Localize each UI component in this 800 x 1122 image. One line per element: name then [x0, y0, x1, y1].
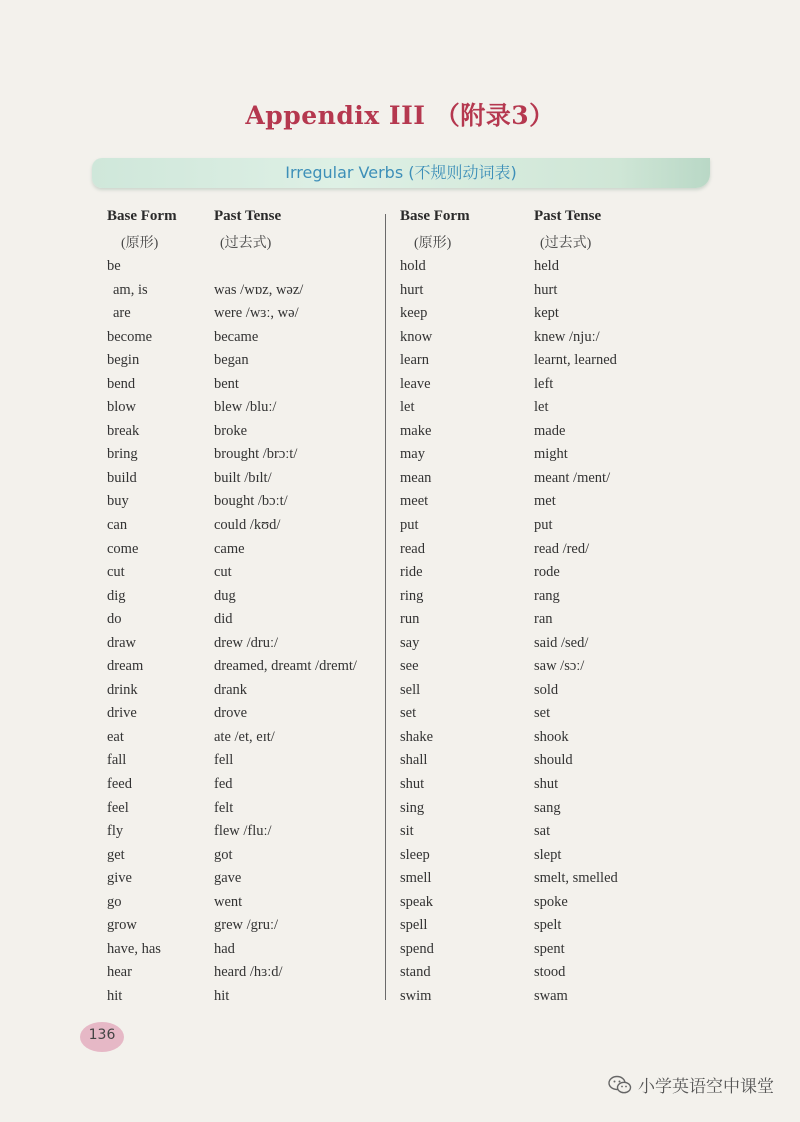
base-form-cell: get	[107, 846, 125, 863]
past-tense-cell: put	[534, 517, 553, 534]
past-tense-cell: began	[214, 352, 249, 369]
base-form-cell: stand	[400, 964, 431, 981]
wechat-icon	[608, 1075, 632, 1095]
verb-row	[107, 608, 375, 632]
base-form-cell: set	[400, 705, 417, 722]
base-form-cell: am, is	[113, 281, 148, 298]
base-form-cell: grow	[107, 917, 137, 934]
past-tense-cell: rang	[534, 587, 560, 604]
column-divider	[385, 214, 386, 1000]
past-tense-cell: grew /gruː/	[214, 917, 279, 934]
base-form-cell: sit	[400, 823, 414, 840]
base-form-cell: fly	[107, 823, 124, 840]
past-tense-cell: slept	[534, 846, 562, 863]
base-form-cell: leave	[400, 375, 431, 392]
past-tense-cell: broke	[214, 422, 248, 439]
past-tense-cell: knew /njuː/	[534, 328, 600, 345]
base-form-cell: hold	[400, 258, 426, 274]
base-form-cell: eat	[107, 728, 124, 745]
verb-row	[400, 326, 660, 350]
verb-row	[400, 914, 660, 938]
verb-row	[107, 467, 375, 491]
past-tense-cell: went	[214, 893, 243, 910]
verb-row	[400, 467, 660, 491]
base-form-cell: run	[400, 611, 420, 628]
base-form-cell: go	[107, 893, 122, 910]
base-form-cell: blow	[107, 399, 136, 416]
base-form-cell: may	[400, 446, 425, 463]
base-form-cell: sleep	[400, 846, 430, 863]
past-tense-cell: smelt, smelled	[534, 870, 618, 887]
base-form-cell: have, has	[107, 940, 161, 957]
verb-row	[400, 820, 660, 844]
past-tense-cell: gave	[214, 870, 242, 887]
past-tense-cell: drove	[214, 705, 248, 722]
base-form-cell: shake	[400, 728, 434, 745]
past-tense-cell: had	[214, 940, 235, 957]
verb-row	[107, 443, 375, 467]
past-tense-cell: said /sed/	[534, 634, 589, 651]
base-form-cell: do	[107, 611, 122, 628]
past-tense-cell: met	[534, 493, 556, 510]
base-form-cell: feel	[107, 799, 129, 816]
verb-row	[400, 679, 660, 703]
base-form-cell: sell	[400, 681, 421, 698]
verb-row	[400, 961, 660, 985]
past-tense-cell: might	[534, 446, 568, 463]
past-tense-cell: cut	[214, 564, 232, 581]
past-tense-cell: ate /et, eɪt/	[214, 728, 275, 745]
base-form-cell: spend	[400, 940, 434, 957]
past-tense-cell: ran	[534, 611, 553, 628]
verb-row	[400, 632, 660, 656]
past-tense-cell: could /kʊd/	[214, 517, 281, 534]
past-tense-cell: felt	[214, 799, 234, 816]
past-tense-cell: drew /druː/	[214, 634, 279, 651]
past-tense-cell: set	[534, 705, 551, 722]
page-title: Appendix III （附录3）	[245, 101, 555, 130]
verb-row	[400, 608, 660, 632]
base-form-cell: cut	[107, 564, 125, 581]
header-row	[400, 208, 660, 232]
past-tense-cell: rode	[534, 564, 560, 581]
verb-row	[107, 514, 375, 538]
verb-table-left	[107, 208, 375, 1009]
base-form-cell: fall	[107, 752, 127, 769]
past-tense-header-cn: (过去式)	[540, 236, 592, 251]
verb-row	[107, 961, 375, 985]
verb-row	[400, 538, 660, 562]
verb-row	[107, 749, 375, 773]
header-row-cn	[400, 232, 660, 255]
past-tense-cell: became	[214, 328, 259, 345]
past-tense-cell: dug	[214, 587, 236, 604]
verb-row	[107, 867, 375, 891]
base-form-cell: drive	[107, 705, 137, 722]
verb-row	[107, 561, 375, 585]
past-tense-header: Past Tense	[214, 208, 282, 224]
base-form-cell: ring	[400, 587, 424, 604]
base-form-cell: dream	[107, 658, 144, 675]
past-tense-cell: swam	[534, 987, 568, 1004]
verb-row	[107, 655, 375, 679]
base-form-cell: hear	[107, 964, 132, 981]
verb-row	[107, 632, 375, 656]
past-tense-header-cn: (过去式)	[220, 236, 272, 251]
base-form-cell: learn	[400, 352, 429, 369]
verb-row	[107, 914, 375, 938]
verb-row	[400, 514, 660, 538]
verb-table-right	[400, 208, 660, 1009]
verb-row	[400, 985, 660, 1009]
verb-row	[400, 373, 660, 397]
past-tense-cell: were /wɜː, wə/	[214, 305, 299, 322]
past-tense-cell: was /wɒz, wəz/	[214, 281, 304, 298]
past-tense-cell: brought /brɔːt/	[214, 446, 298, 463]
verb-row	[107, 255, 375, 279]
base-form-cell: come	[107, 540, 139, 557]
base-form-cell: read	[400, 540, 425, 557]
past-tense-cell: bought /bɔːt/	[214, 493, 288, 510]
base-form-header-cn: (原形)	[414, 236, 452, 251]
base-form-cell: meet	[400, 493, 429, 510]
verb-row	[400, 255, 660, 279]
base-form-cell: swim	[400, 987, 432, 1004]
verb-row	[107, 773, 375, 797]
verb-row	[107, 302, 375, 326]
base-form-cell: buy	[107, 493, 129, 510]
base-form-cell: see	[400, 658, 419, 675]
verb-row	[400, 891, 660, 915]
past-tense-cell: drank	[214, 681, 248, 698]
past-tense-cell: held	[534, 258, 559, 274]
past-tense-cell: bent	[214, 375, 239, 392]
verb-row	[400, 443, 660, 467]
verb-rows-right	[400, 255, 660, 1009]
base-form-cell: shut	[400, 776, 425, 793]
base-form-cell: put	[400, 517, 419, 534]
base-form-cell: hit	[107, 987, 123, 1004]
base-form-cell: dig	[107, 587, 126, 604]
past-tense-header: Past Tense	[534, 208, 602, 224]
past-tense-cell: spelt	[534, 917, 562, 934]
verb-row	[107, 820, 375, 844]
base-form-cell: break	[107, 422, 140, 439]
base-form-cell: begin	[107, 352, 140, 369]
past-tense-cell: fed	[214, 776, 233, 793]
verb-row	[400, 844, 660, 868]
verb-row	[107, 679, 375, 703]
past-tense-cell: dreamed, dreamt /dremt/	[214, 658, 357, 675]
base-form-header-cn: (原形)	[121, 236, 159, 251]
past-tense-cell: hit	[214, 987, 230, 1004]
past-tense-cell: sang	[534, 799, 561, 816]
base-form-header: Base Form	[400, 208, 470, 224]
past-tense-cell: left	[534, 375, 554, 392]
verb-row	[107, 891, 375, 915]
verb-row	[400, 797, 660, 821]
verb-row	[107, 420, 375, 444]
verb-row	[400, 420, 660, 444]
banner-title: Irregular Verbs (不规则动词表)	[285, 163, 517, 182]
verb-row	[400, 302, 660, 326]
verb-row	[107, 349, 375, 373]
verb-row	[400, 396, 660, 420]
past-tense-cell: sold	[534, 681, 559, 698]
past-tense-cell: flew /fluː/	[214, 823, 272, 840]
verb-row	[400, 867, 660, 891]
past-tense-cell: got	[214, 846, 233, 863]
past-tense-cell: let	[534, 399, 549, 416]
verb-row	[400, 773, 660, 797]
past-tense-cell: spoke	[534, 893, 568, 910]
verb-row	[400, 561, 660, 585]
verb-row	[107, 585, 375, 609]
verb-rows-left	[107, 255, 375, 1009]
past-tense-cell: came	[214, 540, 245, 557]
base-form-cell: can	[107, 517, 128, 534]
base-form-cell: sing	[400, 799, 425, 816]
base-form-cell: say	[400, 634, 420, 651]
verb-row	[107, 702, 375, 726]
verb-row	[107, 938, 375, 962]
base-form-cell: hurt	[400, 281, 424, 298]
verb-row	[400, 726, 660, 750]
past-tense-cell: meant /ment/	[534, 469, 611, 486]
section-banner	[92, 158, 710, 188]
past-tense-cell: hurt	[534, 281, 558, 298]
base-form-cell: shall	[400, 752, 428, 769]
verb-row	[400, 749, 660, 773]
base-form-cell: spell	[400, 917, 428, 934]
base-form-cell: smell	[400, 870, 432, 887]
past-tense-cell: spent	[534, 940, 565, 957]
header-row-cn	[107, 232, 375, 255]
base-form-cell: drink	[107, 681, 138, 698]
past-tense-cell: made	[534, 422, 566, 439]
past-tense-cell: did	[214, 611, 233, 628]
watermark	[608, 1072, 774, 1097]
base-form-cell: know	[400, 328, 433, 345]
watermark-text: 小学英语空中课堂	[638, 1077, 774, 1097]
base-form-cell: mean	[400, 469, 432, 486]
past-tense-cell: sat	[534, 823, 551, 840]
verb-row	[400, 279, 660, 303]
past-tense-cell: stood	[534, 964, 566, 981]
base-form-cell: are	[113, 305, 131, 322]
past-tense-cell: read /red/	[534, 540, 590, 557]
verb-row	[107, 726, 375, 750]
base-form-cell: give	[107, 870, 132, 887]
verb-row	[107, 396, 375, 420]
base-form-cell: speak	[400, 893, 434, 910]
past-tense-cell: built /bɪlt/	[214, 469, 272, 486]
past-tense-cell: kept	[534, 305, 559, 322]
base-form-cell: keep	[400, 305, 428, 322]
base-form-cell: be	[107, 258, 121, 274]
base-form-header: Base Form	[107, 208, 177, 224]
base-form-cell: bend	[107, 375, 136, 392]
page-number: 136	[80, 1022, 124, 1052]
verb-row	[107, 373, 375, 397]
past-tense-cell: blew /bluː/	[214, 399, 277, 416]
header-row	[107, 208, 375, 232]
past-tense-cell: shut	[534, 776, 559, 793]
verb-row	[107, 326, 375, 350]
past-tense-cell: should	[534, 752, 573, 769]
base-form-cell: ride	[400, 564, 423, 581]
base-form-cell: let	[400, 399, 415, 416]
base-form-cell: become	[107, 328, 153, 345]
past-tense-cell: saw /sɔː/	[534, 658, 585, 675]
base-form-cell: bring	[107, 446, 138, 463]
verb-row	[107, 279, 375, 303]
base-form-cell: make	[400, 422, 432, 439]
verb-row	[400, 938, 660, 962]
verb-row	[107, 844, 375, 868]
verb-row	[400, 655, 660, 679]
past-tense-cell: fell	[214, 752, 234, 769]
past-tense-cell: heard /hɜːd/	[214, 964, 283, 981]
base-form-cell: build	[107, 469, 137, 486]
verb-row	[400, 349, 660, 373]
verb-row	[107, 490, 375, 514]
verb-row	[400, 490, 660, 514]
past-tense-cell: shook	[534, 728, 569, 745]
base-form-cell: feed	[107, 776, 132, 793]
verb-row	[400, 702, 660, 726]
verb-row	[107, 538, 375, 562]
verb-row	[107, 797, 375, 821]
verb-row	[400, 585, 660, 609]
base-form-cell: draw	[107, 634, 136, 651]
past-tense-cell: learnt, learned	[534, 352, 617, 369]
verb-row	[107, 985, 375, 1009]
